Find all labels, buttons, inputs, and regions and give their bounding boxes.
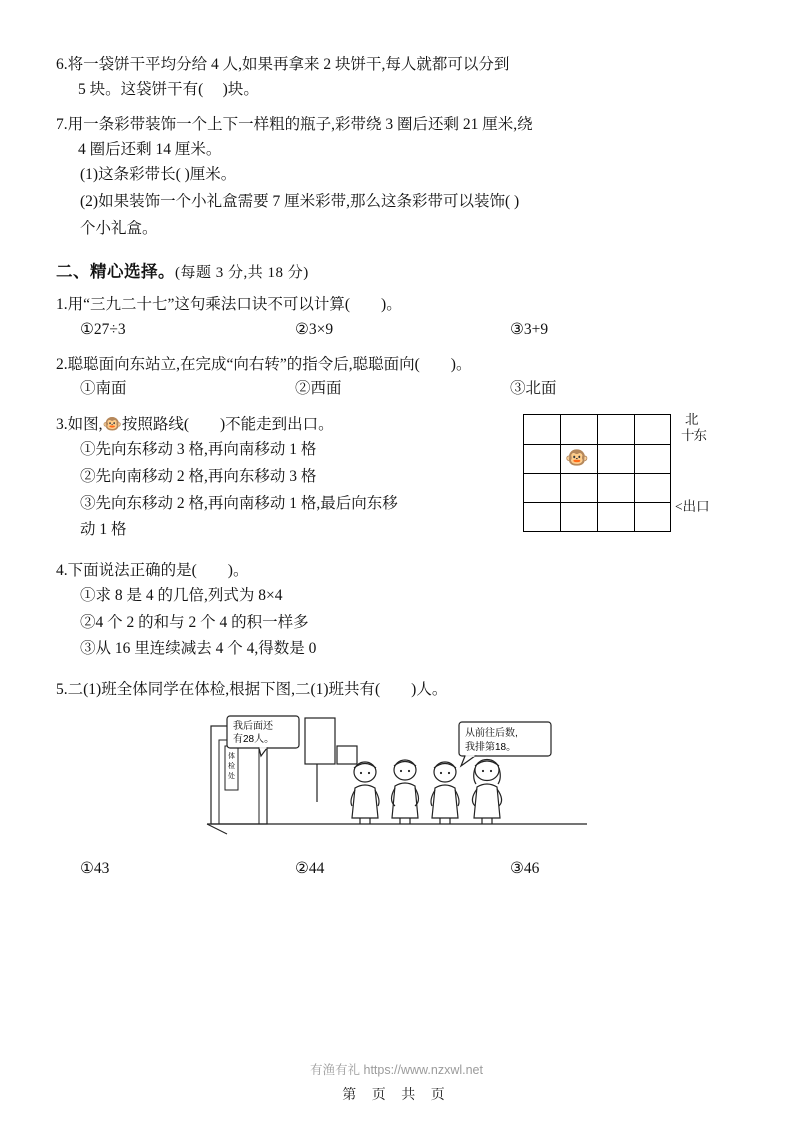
exit-label-text: 出口 <box>682 499 710 515</box>
choice-3-option-3-cont: 动 1 格 <box>80 521 127 539</box>
maze-grid-figure <box>523 412 710 532</box>
choice-2-option-2[interactable]: ②西面 <box>295 380 342 398</box>
question-6-line-1 <box>56 52 737 77</box>
choice-question-2-number: 2. <box>56 356 68 374</box>
svg-text:检: 检 <box>227 763 235 771</box>
choice-3-option-2[interactable]: ②先向南移动 2 格,再向东移动 3 格 <box>80 467 317 485</box>
choice-question-2-stem <box>56 352 737 377</box>
page-footer: 第 页 共 页 <box>342 1088 451 1103</box>
question-7-line-2: 4 圈后还剩 14 厘米。 <box>78 141 222 159</box>
grid-hline-3 <box>524 502 670 503</box>
section-2-title-text: 二、精心选择。 <box>56 262 175 282</box>
choice-question-1-options <box>56 318 737 343</box>
question-7-sub-1: (1)这条彩带长( )厘米。 <box>80 166 237 184</box>
choice-question-5-text: 二(1)班全体同学在体检,根据下图,二(1)班共有( )人。 <box>67 681 448 699</box>
choice-3-option-1[interactable]: ①先向东移动 3 格,再向南移动 1 格 <box>80 441 317 459</box>
choice-3-option-3[interactable]: ③先向东移动 2 格,再向南移动 1 格,最后向东移 <box>80 494 398 512</box>
choice-question-5-options <box>56 856 737 881</box>
question-7 <box>56 112 737 242</box>
choice-question-5-stem <box>56 677 737 702</box>
choice-question-4 <box>56 558 737 663</box>
question-6-text-1: 将一袋饼干平均分给 4 人,如果再拿来 2 块饼干,每人就都可以分到 <box>67 56 510 73</box>
grid-hline-2 <box>524 473 670 474</box>
question-6 <box>56 52 737 102</box>
choice-question-5 <box>56 677 737 881</box>
choice-question-3-suffix: 按照路线( )不能走到出口。 <box>121 416 334 434</box>
watermark: 有渔有礼 https://www.nzxwl.net <box>310 1063 483 1077</box>
section-2-title <box>56 258 737 282</box>
choice-1-option-1[interactable]: ①27÷3 <box>80 320 126 338</box>
choice-question-3 <box>56 412 737 544</box>
choice-4-option-1[interactable]: ①求 8 是 4 的几倍,列式为 8×4 <box>80 587 283 605</box>
svg-text:处: 处 <box>227 773 235 781</box>
health-check-illustration <box>56 710 737 838</box>
choice-1-option-3[interactable]: ③3+9 <box>510 320 549 338</box>
question-7-sub-3: 个小礼盒。 <box>80 219 158 237</box>
choice-question-1-stem <box>56 292 737 317</box>
question-6-line-2: 5 块。这袋饼干有( )块。 <box>78 81 259 99</box>
choice-5-option-3[interactable]: ③46 <box>510 860 540 878</box>
question-7-number: 7. <box>56 116 68 134</box>
choice-question-2-text: 聪聪面向东站立,在完成“向右转”的指令后,聪聪面向( )。 <box>67 356 472 374</box>
svg-text:体: 体 <box>227 753 235 761</box>
bubble-left-line-1: 我后面还 <box>232 721 273 733</box>
choice-question-5-number: 5. <box>56 681 68 699</box>
question-7-sub-2: (2)如果装饰一个小礼盒需要 7 厘米彩带,那么这条彩带可以装饰( ) <box>80 193 520 211</box>
choice-question-4-text: 下面说法正确的是( )。 <box>67 561 249 579</box>
compass-east-label: 东 <box>693 427 706 443</box>
monkey-marker-icon: 🐵 <box>565 448 589 470</box>
illustration-svg <box>197 710 597 838</box>
choice-question-3-number: 3. <box>56 416 68 434</box>
choice-question-1-number: 1. <box>56 296 68 314</box>
bubble-right-line-1: 从前往后数, <box>464 728 518 740</box>
choice-2-option-1[interactable]: ①南面 <box>80 380 127 398</box>
question-6-number: 6. <box>56 56 68 73</box>
choice-question-1 <box>56 292 737 342</box>
choice-question-3-prefix: 如图, <box>67 416 103 434</box>
choice-question-2-options <box>56 377 737 402</box>
section-2-scoring: (每题 3 分,共 18 分) <box>175 265 309 282</box>
choice-4-option-2[interactable]: ②4 个 2 的和与 2 个 4 的积一样多 <box>80 613 309 631</box>
bubble-left-line-2: 有28人。 <box>232 734 274 746</box>
choice-question-4-number: 4. <box>56 561 68 579</box>
compass-east-row: 十东 <box>681 427 706 443</box>
exit-label: <出口 <box>675 499 710 515</box>
bubble-right-line-2: 我排第18。 <box>464 742 516 754</box>
choice-1-option-2[interactable]: ②3×9 <box>295 320 334 338</box>
choice-question-2 <box>56 352 737 402</box>
question-7-text-1: 用一条彩带装饰一个上下一样粗的瓶子,彩带绕 3 圈后还剩 21 厘米,绕 <box>67 116 533 134</box>
monkey-face-icon: 🐵 <box>102 416 122 434</box>
choice-4-option-3[interactable]: ③从 16 里连续减去 4 个 4,得数是 0 <box>80 640 317 658</box>
maze-grid <box>523 414 671 532</box>
choice-question-1-text: 用“三九二十七”这句乘法口诀不可以计算( )。 <box>67 296 402 314</box>
grid-hline-1 <box>524 444 670 445</box>
choice-2-option-3[interactable]: ③北面 <box>510 380 557 398</box>
choice-5-option-1[interactable]: ①43 <box>80 860 110 878</box>
choice-question-4-stem <box>56 558 737 583</box>
compass-rose <box>679 412 739 443</box>
compass-north-label: 北 <box>685 412 699 428</box>
question-7-line-1 <box>56 112 737 137</box>
choice-5-option-2[interactable]: ②44 <box>295 860 325 878</box>
